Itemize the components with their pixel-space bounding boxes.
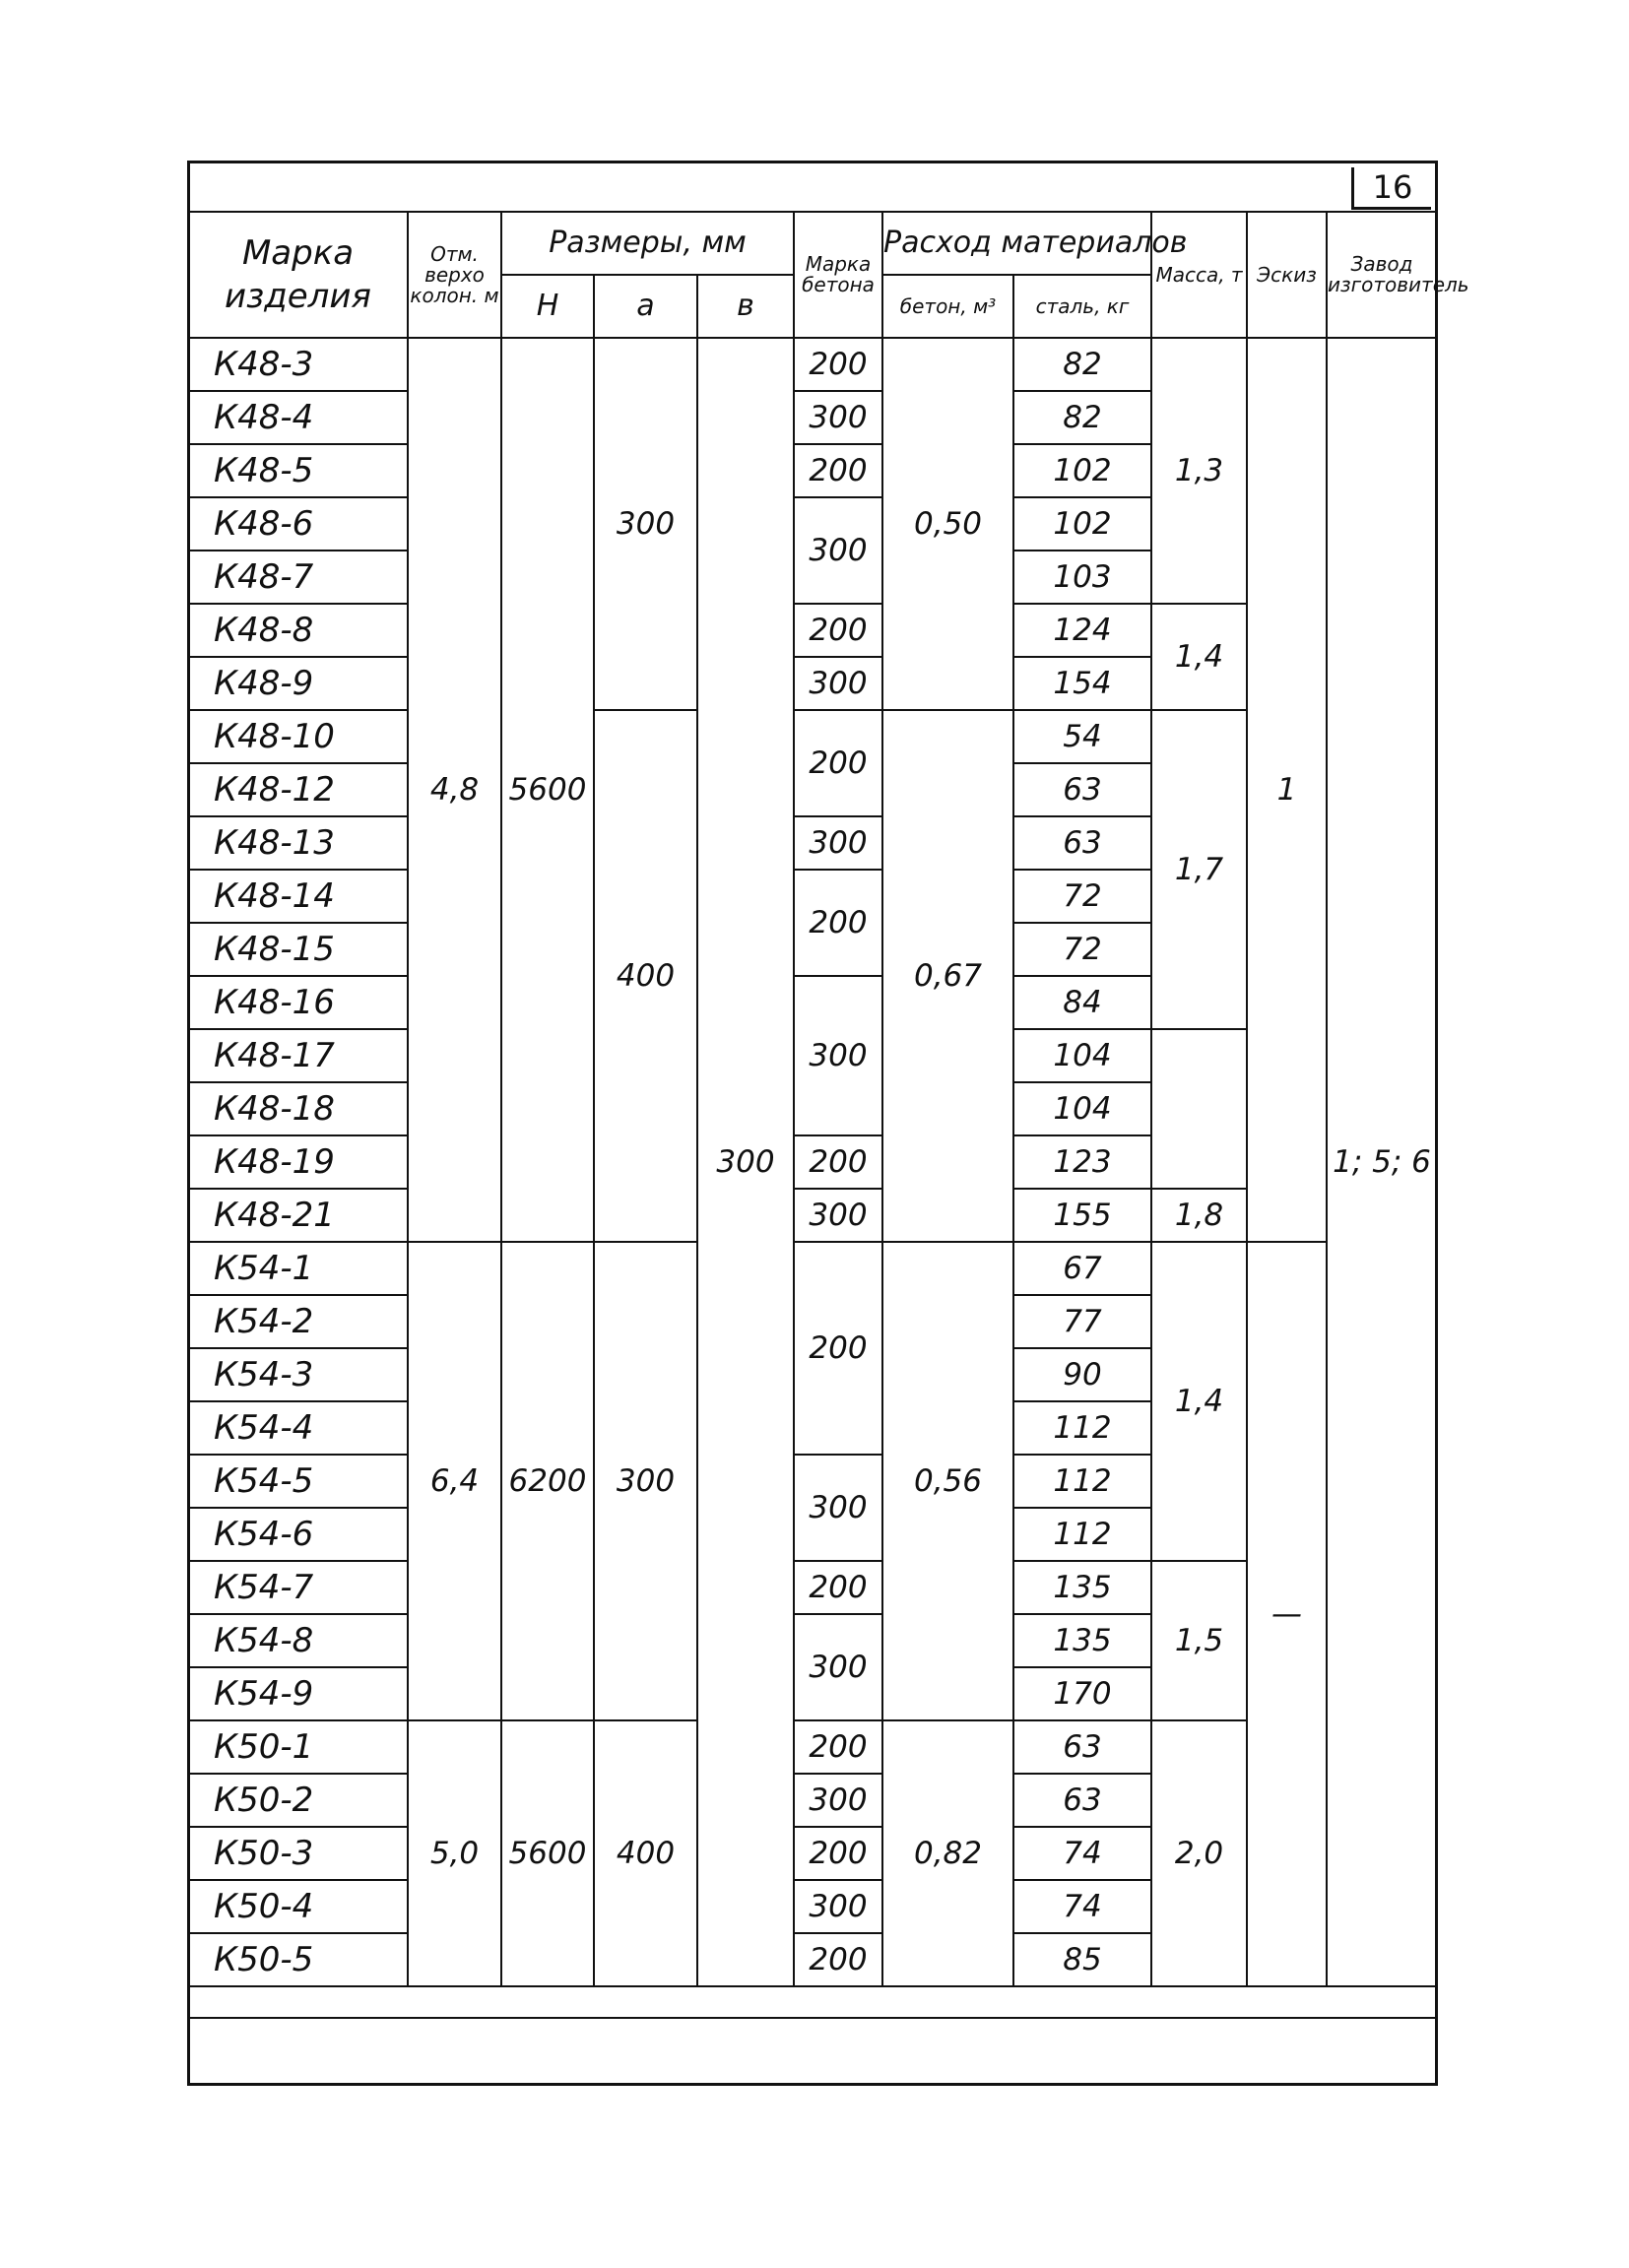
grade-cell: 300 (794, 391, 882, 444)
steel-cell: 112 (1013, 1508, 1151, 1561)
mark-cell: К54-8 (188, 1614, 408, 1667)
mark-cell: К54-1 (188, 1242, 408, 1295)
mass-cell: 1,3 (1151, 338, 1247, 604)
footer-strip (187, 2017, 1438, 2086)
mark-cell: К48-12 (188, 763, 408, 816)
mark-cell: К50-3 (188, 1827, 408, 1880)
grade-cell: 300 (794, 816, 882, 870)
mark-cell: К48-21 (188, 1189, 408, 1242)
mark-cell: К48-3 (188, 338, 408, 391)
steel-cell: 77 (1013, 1295, 1151, 1348)
grade-cell: 300 (794, 657, 882, 710)
steel-cell: 82 (1013, 391, 1151, 444)
mark-cell: К48-18 (188, 1082, 408, 1135)
grade-cell: 300 (794, 1614, 882, 1720)
steel-cell: 135 (1013, 1561, 1151, 1614)
plant-cell: 1; 5; 6 (1327, 338, 1437, 1986)
mark-cell: К50-2 (188, 1774, 408, 1827)
header-row-1 (188, 212, 1437, 275)
grade-cell: 200 (794, 1720, 882, 1774)
mark-cell: К54-4 (188, 1401, 408, 1455)
mass-cell: 1,5 (1151, 1561, 1247, 1720)
steel-cell: 67 (1013, 1242, 1151, 1295)
steel-cell: 104 (1013, 1082, 1151, 1135)
grade-cell: 200 (794, 338, 882, 391)
header-sketch: Эскиз (1247, 212, 1327, 338)
header-concrete-volume: бетон, м³ (882, 275, 1013, 338)
steel-cell: 170 (1013, 1667, 1151, 1720)
grade-cell: 200 (794, 444, 882, 497)
a-cell: 300 (594, 1242, 697, 1720)
b-cell: 300 (697, 338, 794, 1986)
header-materials: Расход материалов (882, 212, 1151, 275)
concrete-volume-cell: 0,82 (882, 1720, 1013, 1986)
mark-cell: К48-17 (188, 1029, 408, 1082)
concrete-volume-cell: 0,67 (882, 710, 1013, 1242)
sketch-cell: 1 (1247, 338, 1327, 1242)
a-cell: 300 (594, 338, 697, 710)
mark-cell: К48-7 (188, 551, 408, 604)
mark-cell: К54-5 (188, 1455, 408, 1508)
mass-cell: 1,8 (1151, 1189, 1247, 1242)
mark-cell: К54-2 (188, 1295, 408, 1348)
steel-cell: 74 (1013, 1827, 1151, 1880)
steel-cell: 63 (1013, 763, 1151, 816)
grade-cell: 200 (794, 710, 882, 816)
mark-cell: К48-8 (188, 604, 408, 657)
mark-cell: К48-9 (188, 657, 408, 710)
header-concrete-grade: Марка бетона (794, 212, 882, 338)
mass-cell (1151, 1029, 1247, 1189)
grade-cell: 200 (794, 1561, 882, 1614)
top-mark-cell: 4,8 (408, 338, 501, 1242)
header-H: Н (501, 275, 594, 338)
steel-cell: 72 (1013, 870, 1151, 923)
grade-cell: 300 (794, 1189, 882, 1242)
grade-cell: 200 (794, 1827, 882, 1880)
mark-cell: К54-3 (188, 1348, 408, 1401)
header-plant: Завод изготовитель (1327, 212, 1437, 338)
mark-cell: К50-4 (188, 1880, 408, 1933)
steel-cell: 112 (1013, 1401, 1151, 1455)
grade-cell: 200 (794, 1135, 882, 1189)
mark-cell: К50-1 (188, 1720, 408, 1774)
steel-cell: 63 (1013, 1720, 1151, 1774)
table-row (188, 338, 1437, 391)
height-cell: 5600 (501, 1720, 594, 1986)
mass-cell: 2,0 (1151, 1720, 1247, 1986)
grade-cell: 300 (794, 1455, 882, 1561)
mass-cell: 1,4 (1151, 604, 1247, 710)
mark-cell: К50-5 (188, 1933, 408, 1986)
mark-cell: К48-5 (188, 444, 408, 497)
grade-cell: 300 (794, 497, 882, 604)
steel-cell: 82 (1013, 338, 1151, 391)
grade-cell: 200 (794, 1242, 882, 1455)
steel-cell: 102 (1013, 497, 1151, 551)
a-cell: 400 (594, 1720, 697, 1986)
steel-cell: 63 (1013, 816, 1151, 870)
steel-cell: 104 (1013, 1029, 1151, 1082)
steel-cell: 63 (1013, 1774, 1151, 1827)
header-a: а (594, 275, 697, 338)
steel-cell: 124 (1013, 604, 1151, 657)
page-number: 16 (1351, 167, 1431, 210)
steel-cell: 74 (1013, 1880, 1151, 1933)
mark-cell: К48-15 (188, 923, 408, 976)
grade-cell: 200 (794, 1933, 882, 1986)
top-mark-cell: 5,0 (408, 1720, 501, 1986)
mass-cell: 1,7 (1151, 710, 1247, 1029)
header-b: в (697, 275, 794, 338)
steel-cell: 85 (1013, 1933, 1151, 1986)
sketch-cell: — (1247, 1242, 1327, 1986)
steel-cell: 84 (1013, 976, 1151, 1029)
steel-cell: 72 (1013, 923, 1151, 976)
steel-cell: 90 (1013, 1348, 1151, 1401)
grade-cell: 300 (794, 976, 882, 1135)
mark-cell: К48-16 (188, 976, 408, 1029)
mark-cell: К54-7 (188, 1561, 408, 1614)
height-cell: 5600 (501, 338, 594, 1242)
specification-table (187, 211, 1469, 2044)
steel-cell: 54 (1013, 710, 1151, 763)
steel-cell: 123 (1013, 1135, 1151, 1189)
grade-cell: 300 (794, 1774, 882, 1827)
grade-cell: 200 (794, 604, 882, 657)
mark-cell: К54-6 (188, 1508, 408, 1561)
steel-cell: 103 (1013, 551, 1151, 604)
top-mark-cell: 6,4 (408, 1242, 501, 1720)
concrete-volume-cell: 0,56 (882, 1242, 1013, 1720)
mark-cell: К54-9 (188, 1667, 408, 1720)
header-mark: Марка изделия (188, 212, 408, 338)
mark-cell: К48-19 (188, 1135, 408, 1189)
mass-cell: 1,4 (1151, 1242, 1247, 1561)
header-mass: Масса, т (1151, 212, 1247, 338)
steel-cell: 155 (1013, 1189, 1151, 1242)
header-top-mark: Отм. верхо колон. м (408, 212, 501, 338)
steel-cell: 154 (1013, 657, 1151, 710)
a-cell: 400 (594, 710, 697, 1242)
mark-cell: К48-14 (188, 870, 408, 923)
header-dimensions: Размеры, мм (501, 212, 794, 275)
steel-cell: 112 (1013, 1455, 1151, 1508)
height-cell: 6200 (501, 1242, 594, 1720)
grade-cell: 300 (794, 1880, 882, 1933)
mark-cell: К48-4 (188, 391, 408, 444)
grade-cell: 200 (794, 870, 882, 976)
steel-cell: 102 (1013, 444, 1151, 497)
mark-cell: К48-10 (188, 710, 408, 763)
mark-cell: К48-13 (188, 816, 408, 870)
steel-cell: 135 (1013, 1614, 1151, 1667)
mark-cell: К48-6 (188, 497, 408, 551)
concrete-volume-cell: 0,50 (882, 338, 1013, 710)
table-row (188, 1242, 1437, 1295)
header-steel: сталь, кг (1013, 275, 1151, 338)
